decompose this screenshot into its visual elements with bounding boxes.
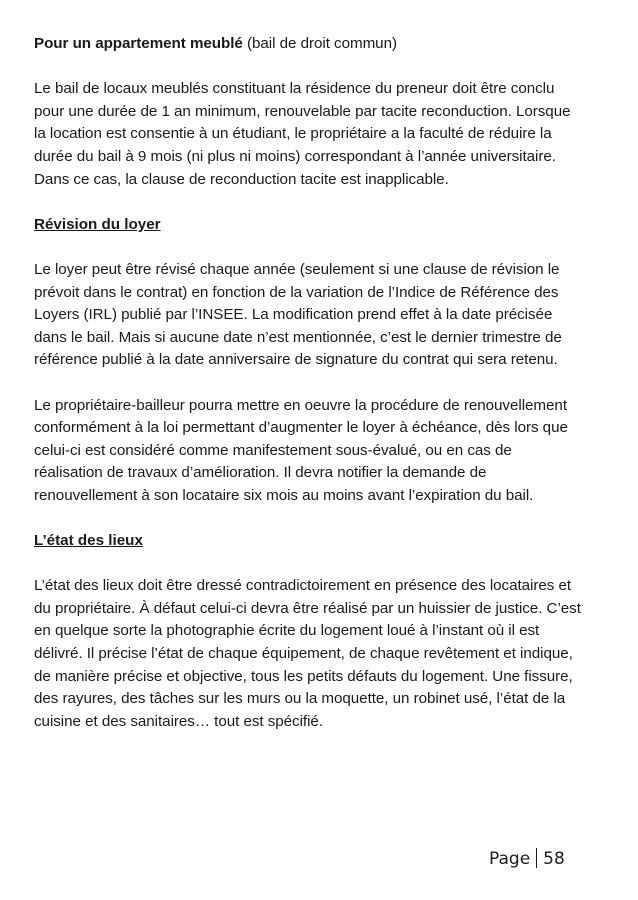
paragraph-revision-2: Le propriétaire-bailleur pourra mettre en oeuvre la procédure de renouvellement conformément à la loi permettant d’augmenter le loyer à échéance, dès lors que celui-ci est considéré comme manifestement sous-évalué, ou en cas de réalisation de travaux d’amélioration. Il devra notifier la demande de renouvellement à son locataire six mois au moins avant l’expiration du bail. xyxy=(34,396,568,504)
page-number: 58 xyxy=(543,849,565,869)
heading-revision-loyer: Révision du loyer xyxy=(34,215,161,233)
section-title-suffix: (bail de droit commun) xyxy=(242,35,397,52)
paragraph-meuble: Le bail de locaux meublés constituant la résidence du preneur doit être conclu pour une durée de 1 an minimum, renouvelable par tacite reconduction. Lorsque la location est consentie à un étudiant, le propriétaire a la faculté de réduire la durée du bail à 9 mois (ni plus ni moins) correspondant à l’année universitaire. Dans ce cas, la clause de reconduction tacite est inapplicable. xyxy=(34,80,571,188)
paragraph-etat-des-lieux: L’état des lieux doit être dressé contradictoirement en présence des locataires et du propriétaire. À défaut celui-ci devra être réalisé par un huissier de justice. C’est en quelque sorte la photographie écrite du logement loué à l’instant où il est délivré. Il précise l’état de chaque équipement, de chaque revêtement et indique, de manière précise et objective, tous les petits défauts du logement. Une fissure, des rayures, des tâches sur les murs ou la moquette, un robinet usé, l’état de la cuisine et des sanitaires… tout est spécifié. xyxy=(34,577,581,730)
section-title-bold: Pour un appartement meublé xyxy=(34,35,243,52)
page-label: Page xyxy=(489,849,531,869)
paragraph-revision-1: Le loyer peut être révisé chaque année (seulement si une clause de révision le prévoit dans le contrat) en fonction de la variation de l’Indice de Référence des Loyers (IRL) publié par l’INSEE. La modification prend effet à la date précisée dans le bail. Mais si aucune date n’est mentionnée, c’est le dernier trimestre de référence publié à la date anniversaire de signature du contrat qui sera retenu. xyxy=(34,260,562,369)
heading-etat-des-lieux: L’état des lieux xyxy=(34,532,143,550)
document-page xyxy=(34,33,582,756)
section-title-meuble xyxy=(34,33,582,56)
page-separator xyxy=(536,848,537,868)
page-footer xyxy=(489,848,565,869)
